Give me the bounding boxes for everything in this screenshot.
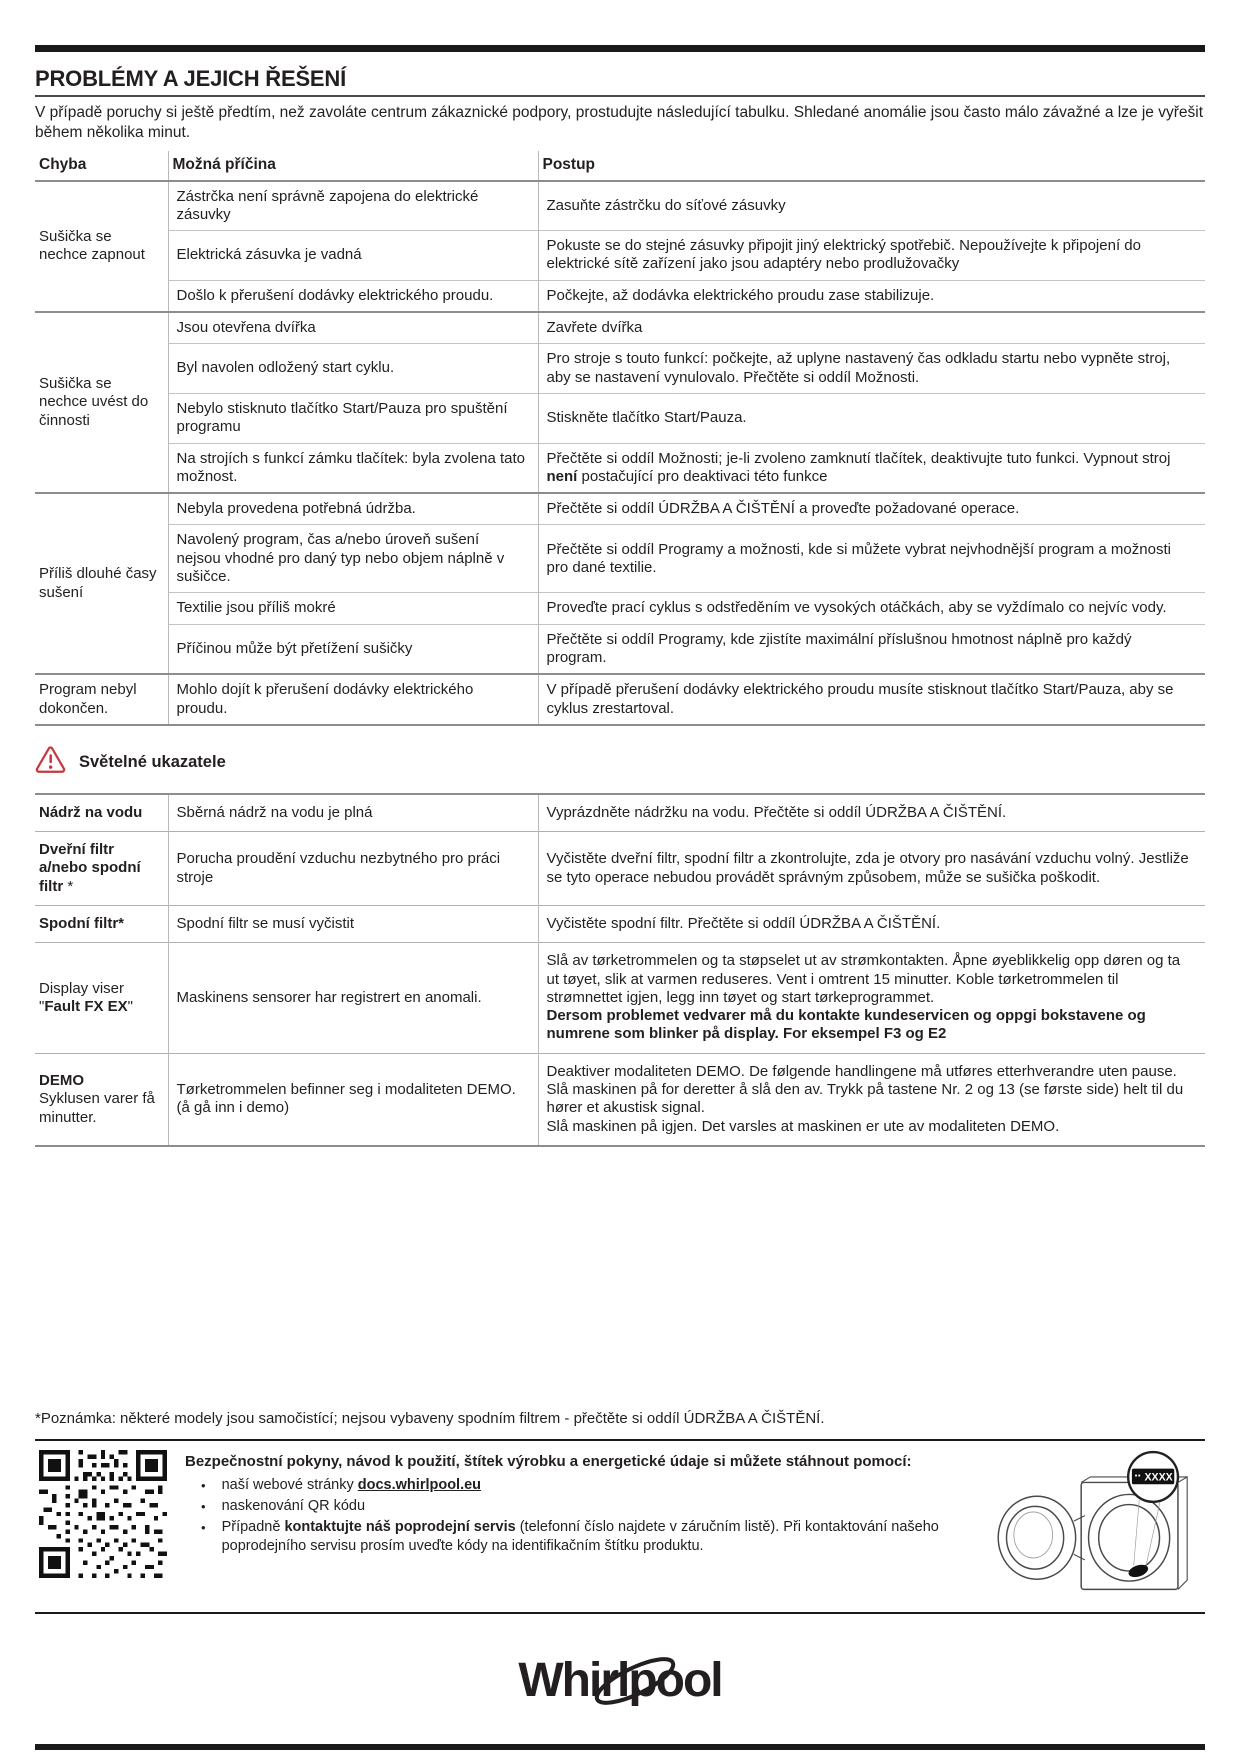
action-cell: Přečtěte si oddíl Programy, kde zjistíte maximální příslušnou hmotnost náplně pro každý program. — [538, 624, 1205, 674]
indicator-cell: Nádrž na vodu — [39, 803, 143, 821]
action-cell: Zasuňte zástrčku do síťové zásuvky — [538, 181, 1205, 231]
error-cell: Příliš dlouhé časy sušení — [39, 565, 157, 601]
bottom-rule — [35, 1744, 1205, 1750]
bullet-icon: • — [201, 1520, 206, 1536]
bullet-icon: • — [201, 1499, 206, 1515]
action-cell: Pokuste se do stejné zásuvky připojit jiný elektrický spotřebič. Nepoužívejte k připojení do elektrické sítě zařízení jako jsou adaptéry nebo prodlužovačky — [538, 231, 1205, 281]
cause-cell: Textilie jsou příliš mokré — [168, 593, 538, 624]
table-row — [35, 624, 1205, 674]
troubleshooting-table — [35, 151, 1205, 726]
action-cell: Zavřete dvířka — [538, 312, 1205, 344]
action-cell: Vyčistěte spodní filtr. Přečtěte si oddíl ÚDRŽBA A ČIŠTĚNÍ. — [538, 905, 1205, 942]
indicator-cell: Spodní filtr* — [35, 905, 168, 942]
table-row — [35, 1053, 1205, 1146]
warning-triangle-icon — [35, 746, 66, 779]
indicator-cell: Display viser "Fault FX EX" — [35, 943, 168, 1053]
cause-cell: Elektrická zásuvka je vadná — [168, 231, 538, 281]
indicator-cell: Dveřní filtr a/nebo spodní filtr * — [35, 832, 168, 906]
cause-cell: Došlo k přerušení dodávky elektrického proudu. — [168, 280, 538, 312]
qr-code — [39, 1450, 167, 1583]
action-cell: Přečtěte si oddíl Možnosti; je-li zvoleno zamknutí tlačítek, deaktivujte tuto funkci. Vypnout stroj není postačující pro deaktivaci této funkce — [538, 443, 1205, 493]
table-row — [35, 231, 1205, 281]
table-row — [35, 280, 1205, 312]
table-row — [35, 794, 1205, 832]
cause-cell: Mohlo dojít k přerušení dodávky elektrického proudu. — [168, 674, 538, 725]
footnote: *Poznámka: některé modely jsou samočistící; nejsou vybaveny spodním filtrem - přečtěte si oddíl ÚDRŽBA A ČIŠTĚNÍ. — [35, 1409, 825, 1427]
label-magnifier — [1128, 1452, 1178, 1502]
title-divider — [35, 95, 1205, 97]
column-header-postup: Postup — [538, 151, 1205, 181]
action-cell: Pro stroje s touto funkcí: počkejte, až uplyne nastavený čas odkladu startu nebo vypněte stroj, aby se nastavení vynulovalo. Přečtěte si oddíl Možnosti. — [538, 344, 1205, 394]
table-row — [35, 832, 1205, 906]
dryer-illustration — [989, 1448, 1201, 1603]
table-row — [35, 593, 1205, 624]
action-cell: Počkejte, až dodávka elektrického proudu zase stabilizuje. — [538, 280, 1205, 312]
cause-cell: Maskinens sensorer har registrert en anomali. — [168, 943, 538, 1053]
action-cell: Slå av tørketrommelen og ta støpselet ut av strømkontakten. Åpne øyeblikkelig opp døren og ta ut tøyet, slik at varmen reduseres. Vent i omtrent 15 minutter. Koble tørketrommelen til strømnettet igjen, legg inn tøyet og start tørkeprogrammet. Dersom problemet vedvarer må du kontakte kundeservicen og oppgi bokstavene og numrene som blinker på display. For eksempel F3 og E2 — [538, 943, 1205, 1053]
table-row — [35, 943, 1205, 1053]
column-header-pricina: Možná příčina — [168, 151, 538, 181]
action-cell: Proveďte prací cyklus s odstředěním ve vysokých otáčkách, aby se vyždímalo co nejvíc vody. — [538, 593, 1205, 624]
cause-cell: Spodní filtr se musí vyčistit — [168, 905, 538, 942]
indicators-table — [35, 793, 1205, 1147]
table-row — [35, 493, 1205, 525]
qr-bullet-text: naskenování QR kódu — [221, 1498, 366, 1515]
table-row — [35, 312, 1205, 344]
table-header-row — [35, 151, 1205, 181]
info-heading: Bezpečnostní pokyny, návod k použití, štítek výrobku a energetické údaje si můžete stáhnout pomocí: — [185, 1452, 912, 1470]
cause-cell: Příčinou může být přetížení sušičky — [168, 624, 538, 674]
top-rule — [35, 45, 1205, 52]
action-cell: Vyčistěte dveřní filtr, spodní filtr a zkontrolujte, zda je otvory pro nasávání vzduchu volný. Jestliže se tyto operace nebudou provádět správným způsobem, může se sušička poškodit. — [538, 832, 1205, 906]
indicators-heading: Světelné ukazatele — [79, 752, 226, 771]
table-row — [35, 393, 1205, 443]
table-row — [35, 525, 1205, 593]
cause-cell: Porucha proudění vzduchu nezbytného pro práci stroje — [168, 832, 538, 906]
action-cell: Stiskněte tlačítko Start/Pauza. — [538, 393, 1205, 443]
cause-cell: Nebyla provedena potřebná údržba. — [168, 493, 538, 525]
action-cell: V případě přerušení dodávky elektrického proudu musíte stisknout tlačítko Start/Pauza, aby se cyklus zrestartoval. — [538, 674, 1205, 725]
cause-cell: Na strojích s funkcí zámku tlačítek: byla zvolena tato možnost. — [168, 443, 538, 493]
table-row — [35, 344, 1205, 394]
cause-cell: Nebylo stisknuto tlačítko Start/Pauza pro spuštění programu — [168, 393, 538, 443]
intro-paragraph: V případě poruchy si ještě předtím, než zavoláte centrum zákaznické podpory, prostudujte následující tabulku. Shledané anomálie jsou často málo závažné a lze je vyřešit během několika minut. — [35, 104, 1204, 141]
action-cell: Vyprázdněte nádržku na vodu. Přečtěte si oddíl ÚDRŽBA A ČIŠTĚNÍ. — [538, 794, 1205, 832]
error-cell: Sušička se nechce zapnout — [39, 228, 145, 264]
cause-cell: Sběrná nádrž na vodu je plná — [168, 794, 538, 832]
cause-cell: Jsou otevřena dvířka — [168, 312, 538, 344]
table-row — [35, 905, 1205, 942]
cause-cell: Zástrčka není správně zapojena do elektrické zásuvky — [168, 181, 538, 231]
error-cell: Sušička se nechce uvést do činnosti — [39, 375, 149, 429]
download-info-text — [185, 1450, 971, 1558]
indicator-cell: DEMO Syklusen varer få minutter. — [35, 1053, 168, 1146]
column-header-chyba: Chyba — [39, 155, 87, 173]
action-cell: Přečtěte si oddíl Programy a možnosti, kde si můžete vybrat nejvhodnější program a možnosti pro dané textilie. — [538, 525, 1205, 593]
download-info-box — [35, 1439, 1205, 1614]
table-row — [35, 443, 1205, 493]
bullet-icon: • — [201, 1478, 206, 1494]
cause-cell: Byl navolen odložený start cyklu. — [168, 344, 538, 394]
blank-space — [35, 1147, 1205, 1410]
cause-cell: Tørketrommelen befinner seg i modaliteten DEMO. (å gå inn i demo) — [168, 1053, 538, 1146]
table-row — [35, 181, 1205, 231]
indicators-heading-row — [35, 746, 1205, 779]
cause-cell: Navolený program, čas a/nebo úroveň sušení nejsou vhodné pro daný typ nebo objem náplně v sušičce. — [168, 525, 538, 593]
table-row — [35, 674, 1205, 725]
error-cell: Program nebyl dokončen. — [39, 681, 137, 717]
logo-text: Whirlpool — [518, 1653, 722, 1707]
page-title: PROBLÉMY A JEJICH ŘEŠENÍ — [35, 66, 347, 91]
list-item — [185, 1497, 971, 1516]
list-item — [185, 1518, 971, 1556]
list-item — [185, 1476, 971, 1495]
brand-logo — [35, 1640, 1205, 1733]
action-cell: Deaktiver modaliteten DEMO. De følgende handlingene må utføres etterhverandre uten pause. Slå maskinen på for deretter å slå den av. Trykk på tastene Nr. 2 og 13 (se første side) helt til du hører et akustisk signal. Slå maskinen på igjen. Det varsles at maskinen er ute av modaliteten DEMO. — [538, 1053, 1205, 1146]
machine-label: XXXX — [1144, 1471, 1173, 1484]
website-bullet-text[interactable]: naší webové stránky docs.whirlpool.eu — [221, 1477, 482, 1494]
service-bullet-text: Případně kontaktujte náš poprodejní servis (telefonní číslo najdete v záručním listě). Při kontaktování našeho poprodejního servisu prosím uveďte kódy na identifikačním štítku produktu. — [221, 1519, 939, 1555]
action-cell: Přečtěte si oddíl ÚDRŽBA A ČIŠTĚNÍ a proveďte požadované operace. — [538, 493, 1205, 525]
